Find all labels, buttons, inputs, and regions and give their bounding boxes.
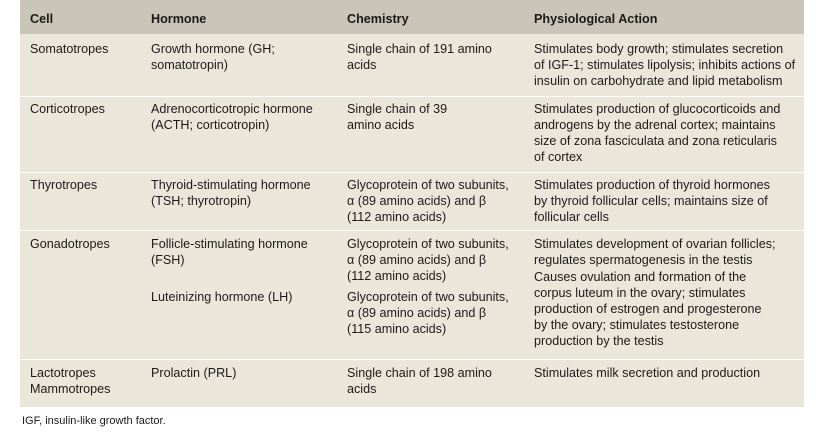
row-thyrotropes-hormone: Thyroid-stimulating hormone (TSH; thyrotropin) [151,178,311,208]
row-somatotropes-cell: Somatotropes [30,42,109,56]
row-gonadotropes-chemistry-lh: Glycoprotein of two subunits, α (89 amino acids) and β (115 amino acids) [347,290,509,336]
header-cell: Cell [30,12,54,26]
row-divider [20,96,804,97]
header-physiological-action: Physiological Action [534,12,658,26]
row-gonadotropes-action-fsh: Stimulates development of ovarian follicles; regulates spermatogenesis in the testis [534,237,776,267]
row-divider [20,172,804,173]
row-gonadotropes-hormone-fsh: Follicle-stimulating hormone (FSH) [151,237,308,267]
row-divider [20,230,804,231]
row-corticotropes-action: Stimulates production of glucocorticoids and androgens by the adrenal cortex; maintains size of zona fasciculata and zona reticularis of cortex [534,102,781,164]
table-footnote: IGF, insulin-like growth factor. [22,415,166,427]
header-chemistry: Chemistry [347,12,409,26]
row-thyrotropes-chemistry: Glycoprotein of two subunits, α (89 amino acids) and β (112 amino acids) [347,178,509,224]
row-thyrotropes-action: Stimulates production of thyroid hormones by thyroid follicular cells; maintains size of follicular cells [534,178,770,224]
row-lactotropes-action: Stimulates milk secretion and production [534,366,761,380]
row-somatotropes-action: Stimulates body growth; stimulates secretion of IGF-1; stimulates lipolysis; inhibits actions of insulin on carbohydrate and lipid metabolism [534,42,796,88]
row-lactotropes-cell: Lactotropes Mammotropes [30,366,111,396]
row-corticotropes-cell: Corticotropes [30,102,105,116]
row-thyrotropes-cell: Thyrotropes [30,178,98,192]
row-lactotropes-hormone: Prolactin (PRL) [151,366,237,380]
table-header [20,0,804,34]
row-gonadotropes-hormone-lh: Luteinizing hormone (LH) [151,290,293,304]
row-somatotropes-chemistry: Single chain of 191 amino acids [347,42,492,72]
header-hormone: Hormone [151,12,207,26]
row-gonadotropes-action-lh: Causes ovulation and formation of the corpus luteum in the ovary; stimulates production of estrogen and progesterone by the ovary; stimulates testosterone production by the testis [534,270,762,348]
row-divider [20,359,804,360]
row-corticotropes-chemistry: Single chain of 39 amino acids [347,102,448,132]
row-lactotropes-chemistry: Single chain of 198 amino acids [347,366,492,396]
row-gonadotropes-chemistry-fsh: Glycoprotein of two subunits, α (89 amino acids) and β (112 amino acids) [347,237,509,283]
row-gonadotropes-cell: Gonadotropes [30,237,110,251]
row-somatotropes-hormone: Growth hormone (GH; somatotropin) [151,42,275,72]
row-corticotropes-hormone: Adrenocorticotropic hormone (ACTH; corticotropin) [151,102,313,132]
